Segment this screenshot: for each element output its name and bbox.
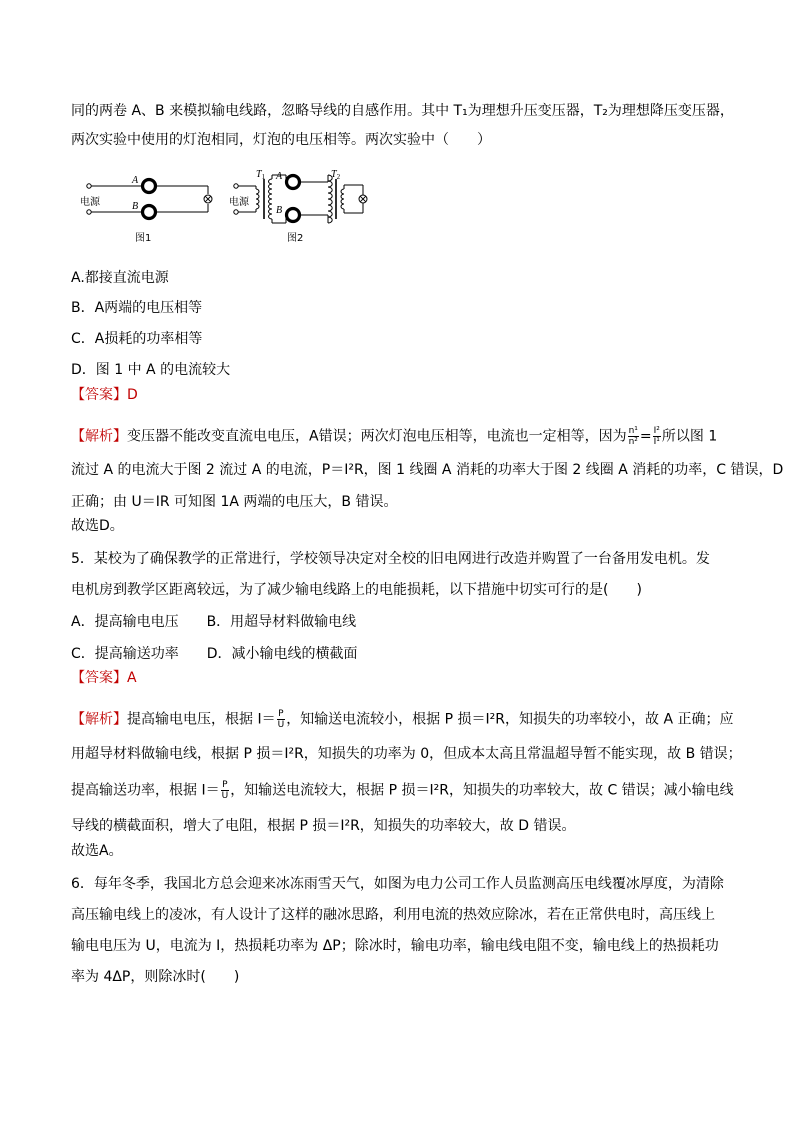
q5-options-row2: C．提高输送功率 D．减小输电线的横截面	[71, 646, 358, 662]
t1-primary-coil	[256, 189, 259, 209]
q4-option-c: C．A损耗的功率相等	[71, 331, 203, 347]
q5-analysis-line3: 提高输送功率，根据 I＝ $\frac{P}{U}$ ，知输送电流较大，根据 P 损＝I²R，知损失的功率较大，故 C 错误；减小输电线	[71, 780, 734, 801]
answer-tag: 【答案】	[71, 670, 127, 686]
fig2-label-t2: $T_2$	[331, 169, 341, 181]
circuit-figure	[80, 165, 380, 250]
fig1-source-label: 电源	[80, 197, 100, 208]
q5-analysis-line4: 导线的横截面积，增大了电阻，根据 P 损＝I²R，知损失的功率较大，故 D 错误。	[71, 818, 576, 834]
answer-value: A	[127, 670, 137, 686]
fig1-label-b: B	[132, 201, 139, 212]
analysis-tag: 【解析】	[71, 711, 127, 728]
fig2-terminal-bottom	[234, 210, 238, 214]
q4-stem-line1: 同的两卷 A、B 来模拟输电线路，忽略导线的自感作用。其中 T₁为理想升压变压器，T₂为理想降压变压器，	[71, 103, 734, 119]
q5-analysis-line2: 用超导材料做输电线，根据 P 损＝I²R，知损失的功率为 0，但成本太高且常温超导暂不能实现，故 B 错误；	[71, 746, 742, 762]
current-ratio-fraction: $\frac{\text{I²}}{\text{I¹}}$	[653, 426, 660, 447]
answer-value: D	[127, 387, 138, 403]
fig2-label-t1: $T_1$	[256, 169, 266, 181]
q5-options-row1: A．提高输电电压 B．用超导材料做输电线	[71, 614, 357, 630]
q4-option-d: D．图 1 中 A 的电流较大	[71, 362, 231, 378]
q5-stem-line2: 电机房到教学区距离较远，为了减少输电线路上的电能损耗，以下措施中切实可行的是( )	[71, 582, 642, 598]
q4-option-a: A.都接直流电源	[71, 270, 169, 286]
fig2-label-b: B	[276, 205, 283, 216]
fig1-coil-b	[143, 206, 156, 219]
q4-answer	[71, 385, 138, 405]
q6-line2: 高压输电线上的凌冰，有人设计了这样的融冰思路，利用电流的热效应除冰，若在正常供电时，高压线上	[71, 907, 715, 923]
q6-line3: 输电电压为 U，电流为 I，热损耗功率为 ΔP；除冰时，输电功率，输电线电阻不变，输电线上的热损耗功	[71, 938, 719, 954]
q4-stem-line2: 两次实验中使用的灯泡相同，灯泡的电压相等。两次实验中（ ）	[71, 132, 491, 148]
q6-line4: 率为 4ΔP，则除冰时( )	[71, 969, 240, 985]
q5-answer	[71, 668, 137, 688]
q5-conclusion: 故选A。	[71, 843, 123, 859]
current-formula-fraction: $\frac{P}{U}$	[221, 780, 229, 801]
current-formula-fraction: $\frac{P}{U}$	[277, 709, 285, 730]
q4-analysis-line3: 正确；由 U＝IR 可知图 1A 两端的电压大，B 错误。	[71, 494, 398, 510]
q4-analysis-line1: 【解析】变压器不能改变直流电电压，A错误；两次灯泡电压相等，电流也一定相等，因为 $\frac{\text{n¹}}{\text{n²}}$ = $\frac{\text{I²}}{\text{I¹}}$ 所以图 1	[71, 426, 718, 447]
q5-stem-line1: 5．某校为了确保教学的正常进行，学校领导决定对全校的旧电网进行改造并购置了一台备用发电机。发	[71, 551, 710, 567]
fig1-caption: 图1	[135, 233, 152, 244]
fig2-caption: 图2	[287, 233, 304, 244]
turns-ratio-fraction: $\frac{\text{n¹}}{\text{n²}}$	[628, 426, 638, 447]
q4-conclusion: 故选D。	[71, 518, 124, 534]
analysis-tag: 【解析】	[71, 428, 127, 445]
q4-analysis-line2: 流过 A 的电流大于图 2 流过 A 的电流，P＝I²R，图 1 线圈 A 消耗的功率大于图 2 线圈 A 消耗的功率，C 错误，D	[71, 462, 784, 478]
fig1-terminal-top	[87, 184, 91, 188]
q5-analysis-line1: 【解析】提高输电电压，根据 I＝ $\frac{P}{U}$ ，知输送电流较小，根据 P 损＝I²R，知损失的功率较小，故 A 正确；应	[71, 709, 734, 730]
fig1-terminal-bottom	[87, 210, 91, 214]
fig2-terminal-top	[234, 184, 238, 188]
answer-tag: 【答案】	[71, 387, 127, 403]
t2-primary-coil	[328, 175, 332, 223]
t1-secondary-coil	[269, 179, 273, 219]
t2-secondary-coil	[341, 189, 344, 209]
fig2-coil-b	[287, 209, 300, 222]
fig1-label-a: A	[132, 175, 139, 186]
q4-option-b: B．A两端的电压相等	[71, 300, 203, 316]
fig2-coil-a	[287, 176, 300, 189]
fig2-label-a: A	[276, 171, 283, 182]
q6-line1: 6．每年冬季，我国北方总会迎来冰冻雨雪天气，如图为电力公司工作人员监测高压电线覆冰厚度，为清除	[71, 876, 724, 892]
fig1-coil-a	[143, 180, 156, 193]
fig2-source-label: 电源	[229, 197, 249, 208]
